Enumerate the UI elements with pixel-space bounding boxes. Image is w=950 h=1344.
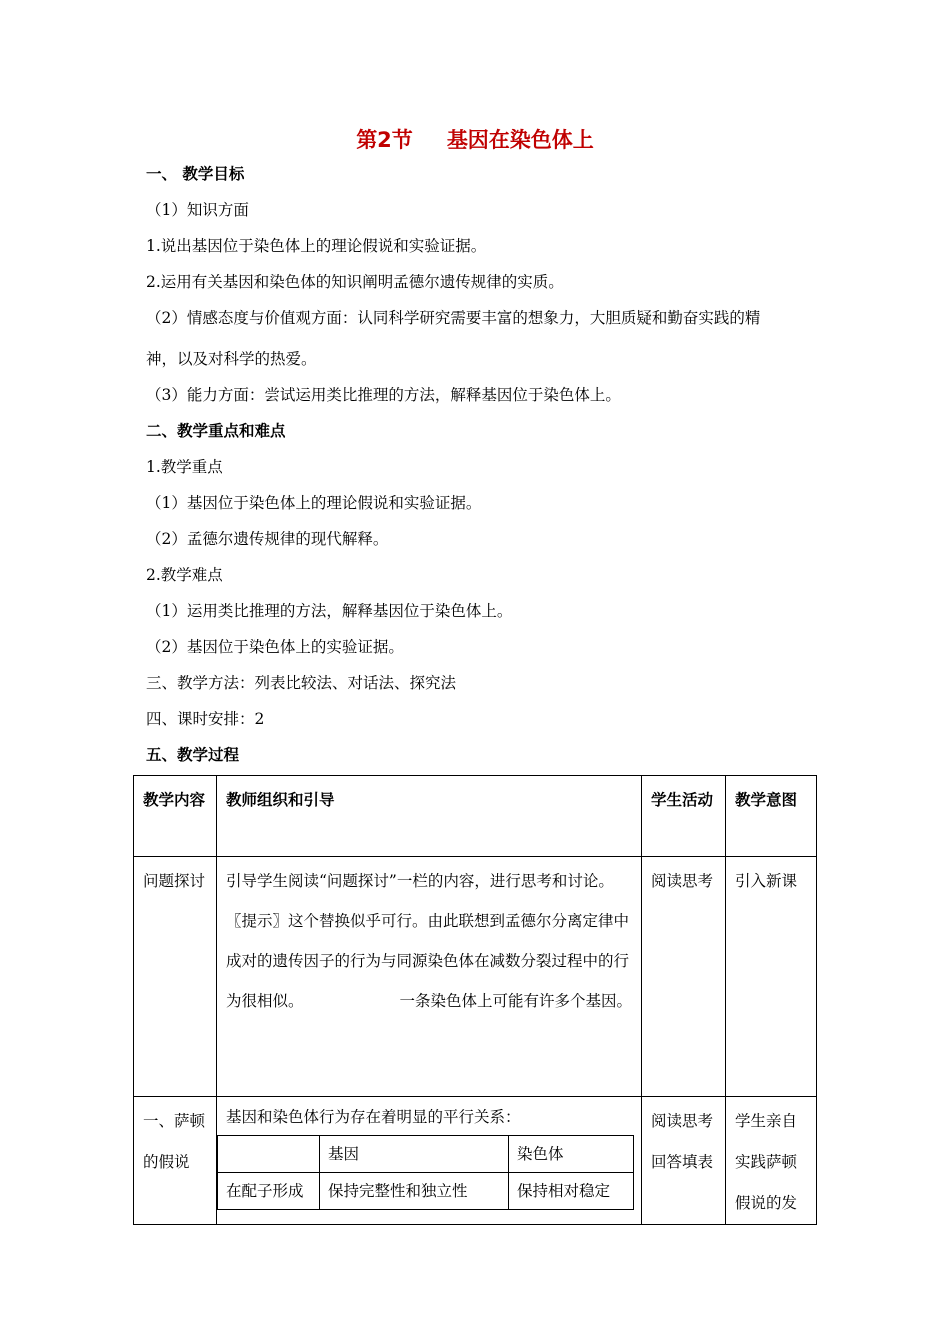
inner-cell: 在配子形成 xyxy=(218,1173,320,1210)
text-line: （1）运用类比推理的方法，解释基因位于染色体上。 xyxy=(146,602,513,620)
table-row xyxy=(134,857,817,1097)
text-line: 三、教学方法：列表比较法、对话法、探究法 xyxy=(146,674,457,692)
teaching-process-table xyxy=(133,775,817,1225)
cell-content: 一、萨顿的假说 xyxy=(134,1097,217,1225)
guide-text: 基因和染色体行为存在着明显的平行关系： xyxy=(226,1108,521,1126)
chapter-name: 基因在染色体上 xyxy=(446,128,594,152)
header-intent: 教学意图 xyxy=(726,776,817,857)
inner-header: 染色体 xyxy=(509,1136,634,1173)
header-activity: 学生活动 xyxy=(642,776,726,857)
text-line: （2）孟德尔遗传规律的现代解释。 xyxy=(146,530,389,548)
note-text: 一条染色体上可能有许多个基因。 xyxy=(399,992,632,1010)
section-heading-focus: 二、教学重点和难点 xyxy=(146,422,286,440)
header-guide: 教师组织和引导 xyxy=(217,776,642,857)
comparison-table xyxy=(217,1135,634,1210)
inner-header: 基因 xyxy=(320,1136,509,1173)
cell-guide xyxy=(217,857,642,1097)
text-line: 2.运用有关基因和染色体的知识阐明孟德尔遗传规律的实质。 xyxy=(146,273,564,291)
header-content: 教学内容 xyxy=(134,776,217,857)
cell-activity: 阅读思考回答填表 xyxy=(642,1097,726,1225)
cell-content: 问题探讨 xyxy=(134,857,217,1097)
cell-intent: 学生亲自实践萨顿假说的发 xyxy=(726,1097,817,1225)
text-line: （2）情感态度与价值观方面：认同科学研究需要丰富的想象力，大胆质疑和勤奋实践的精 xyxy=(146,309,761,327)
text-line: （1）基因位于染色体上的理论假说和实验证据。 xyxy=(146,494,482,512)
text-line: （2）基因位于染色体上的实验证据。 xyxy=(146,638,404,656)
cell-intent: 引入新课 xyxy=(726,857,817,1097)
table-header-row xyxy=(134,776,817,857)
inner-cell: 保持相对稳定 xyxy=(509,1173,634,1210)
text-line: 四、课时安排：2 xyxy=(146,710,265,728)
chapter-number: 第2节 xyxy=(356,128,413,152)
cell-activity: 阅读思考 xyxy=(642,857,726,1097)
section-heading-goals: 一、 教学目标 xyxy=(146,165,245,183)
hint-text: 〖提示〗这个替换似乎可行。由此联想到孟德尔分离定律中成对的遗传因子的行为与同源染色体在减数分裂过程中的行为很相似。 xyxy=(226,912,630,1010)
inner-header xyxy=(218,1136,320,1173)
page-title xyxy=(0,124,950,154)
text-line: 2.教学难点 xyxy=(146,566,223,584)
text-line: 1.说出基因位于染色体上的理论假说和实验证据。 xyxy=(146,237,487,255)
text-line: 神，以及对科学的热爱。 xyxy=(146,350,317,368)
inner-header-row xyxy=(218,1136,634,1173)
table-row xyxy=(134,1097,817,1225)
inner-cell: 保持完整性和独立性 xyxy=(320,1173,509,1210)
inner-row xyxy=(218,1173,634,1210)
text-line: （1）知识方面 xyxy=(146,201,249,219)
cell-guide xyxy=(217,1097,642,1225)
section-heading-process: 五、教学过程 xyxy=(146,746,240,764)
text-line: （3）能力方面：尝试运用类比推理的方法，解释基因位于染色体上。 xyxy=(146,386,621,404)
guide-text: 引导学生阅读“问题探讨”一栏的内容，进行思考和讨论。 xyxy=(226,872,614,890)
text-line: 1.教学重点 xyxy=(146,458,223,476)
